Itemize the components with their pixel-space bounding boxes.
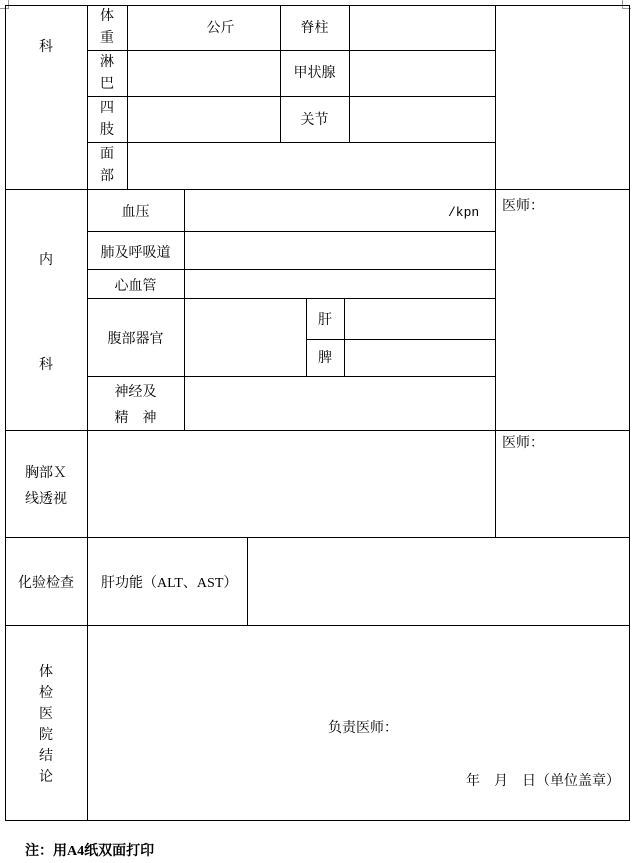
surg-row-line — [87, 142, 496, 143]
int-row-line — [87, 269, 496, 270]
abdomen-label: 腹部器官 — [107, 332, 164, 347]
internal-dept-char-1: 内 — [39, 253, 53, 268]
lab-col-line — [247, 537, 248, 626]
int-col-line — [344, 298, 345, 377]
liver-label: 肝 — [318, 313, 332, 328]
spleen-label: 脾 — [318, 351, 332, 366]
internal-doctor-label: 医师： — [502, 199, 544, 214]
date-seal-label: 年 月 日（单位盖章） — [466, 774, 620, 789]
int-row-line — [87, 376, 496, 377]
lungs-label: 肺及呼吸道 — [100, 246, 171, 261]
int-row-line — [306, 339, 496, 340]
heart-label: 心血管 — [114, 279, 157, 294]
int-row-line — [87, 298, 496, 299]
surgery-dept-label: 科 — [39, 40, 53, 55]
responsible-doctor-label: 负责医师： — [328, 721, 398, 736]
divider-surgery — [5, 189, 630, 190]
limbs-label: 四 肢 — [100, 101, 114, 138]
internal-dept-char-2: 科 — [39, 358, 53, 373]
surg-row-line — [87, 96, 496, 97]
border-bottom — [5, 820, 630, 821]
surg-row-line — [87, 50, 496, 51]
int-col-line — [184, 189, 185, 431]
joints-label: 关节 — [300, 113, 329, 128]
neuro-label: 神经及 精 神 — [114, 385, 157, 426]
spine-label: 脊柱 — [300, 21, 329, 36]
divider-lab — [5, 625, 630, 626]
lymph-label: 淋 巴 — [100, 55, 114, 92]
int-row-line — [87, 231, 496, 232]
surg-col-line — [349, 5, 350, 143]
blood-pressure-label: 血压 — [121, 205, 150, 220]
liver-function-test: 肝功能（ALT、AST） — [101, 576, 238, 591]
blood-pressure-unit: /kpn — [448, 205, 480, 220]
divider-xray — [5, 537, 630, 538]
chest-xray-label: 胸部Ｘ 线透视 — [25, 466, 67, 507]
chest-xray-doctor-label: 医师： — [502, 436, 544, 451]
thyroid-label: 甲状腺 — [293, 66, 336, 81]
weight-label: 体 重 — [100, 9, 114, 46]
border-right — [629, 5, 630, 821]
weight-unit: 公斤 — [206, 21, 235, 36]
print-footnote: 注：用A4纸双面打印 — [25, 844, 155, 859]
lab-label: 化验检查 — [18, 576, 74, 591]
conclusion-label: 体 检 医 院 结 论 — [39, 665, 53, 785]
doctor-col-line — [495, 5, 496, 538]
face-label: 面 部 — [100, 147, 114, 184]
